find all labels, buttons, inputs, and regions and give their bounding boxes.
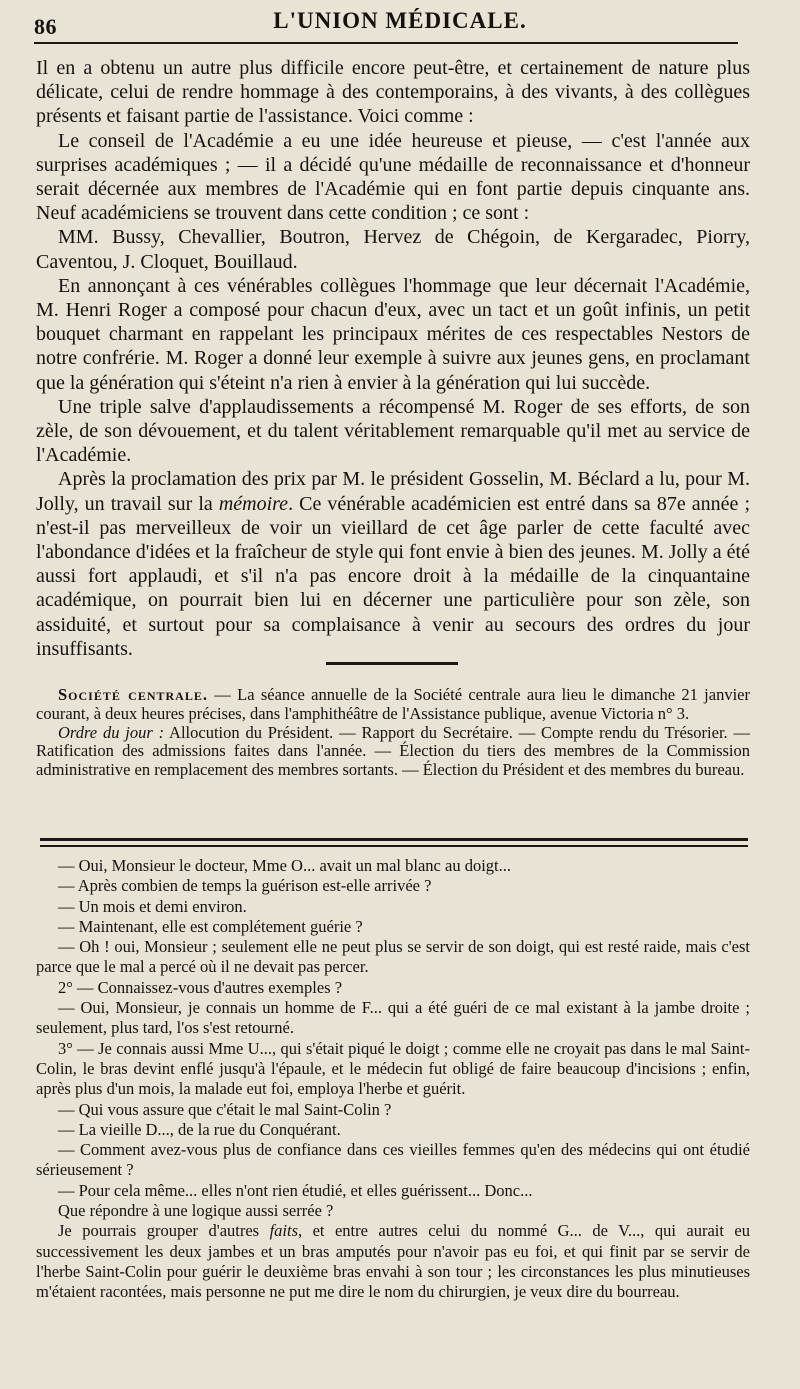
page-number: 86 — [34, 14, 57, 39]
paragraph: Le conseil de l'Académie a eu une idée heureuse et pieuse, — c'est l'année aux surprises académiques ; — il a décidé qu'une médaille de reconnaissance et d'honneur serait décernée aux membres de l'Académie qui en font partie depuis cinquante ans. Neuf académiciens se trouvent dans cette condition ; ce sont : — [36, 129, 750, 225]
page-header — [0, 0, 800, 46]
text-run: . Ce vénérable académicien est entré dans sa 87e année ; n'est-il pas merveilleux de voir un vieillard de cet âge parler de cette faculté avec l'abondance d'idées et la fraîcheur de style qui font envie à bien des jeunes. M. Jolly a été aussi fort applaudi, et s'il n'a pas encore droit à la médaille de la cinquantaine académique, on pourrait bien lui en décerner une particulière pour son zèle, son assiduité, et surtout pour sa complaisance à venir au secours des ordres du jour insuffisants. — [36, 492, 750, 660]
agenda-text: Allocution du Président. — Rapport du Secrétaire. — Compte rendu du Trésorier. — Ratification des admissions faites dans l'année. — Élection du tiers des membres de la Commission administrative en remplacement des membres sortants. — Élection du Président et des membres du bureau. — [36, 722, 750, 780]
dialogue-line: — Après combien de temps la guérison est-elle arrivée ? — [58, 876, 432, 896]
feuilleton-section — [36, 856, 750, 1303]
paragraph: Une triple salve d'applaudissements a récompensé M. Roger de ses efforts, de son zèle, de son dévouement, et du talent véritablement remarquable qu'il met au service de l'Académie. — [36, 395, 750, 467]
notice-heading: Société centrale. — [58, 685, 208, 704]
dialogue-line: — Oh ! oui, Monsieur ; seulement elle ne peut plus se servir de son doigt, qui est resté raide, mais c'est parce que le mal a percé où il ne devait pas percer. — [36, 937, 750, 977]
paragraph-jolly — [36, 467, 750, 661]
running-title: L'UNION MÉDICALE. — [273, 8, 527, 33]
societe-centrale-notice — [36, 686, 750, 780]
closing-paragraph — [36, 1221, 750, 1302]
notice-text: — La séance annuelle de la Société centrale aura lieu le dimanche 21 janvier courant, à deux heures précises, dans l'amphithéâtre de l'Assistance publique, avenue Victoria n° 3. — [36, 685, 750, 723]
dialogue-line: — Qui vous assure que c'était le mal Saint-Colin ? — [58, 1099, 392, 1119]
dialogue-line: — Oui, Monsieur, je connais un homme de F... qui a été guéri de ce mal existant à la jambe droite ; seulement, plus tard, l'os s'est retourné. — [36, 998, 750, 1038]
paragraph: Il en a obtenu un autre plus difficile encore peut-être, et certainement de nature plus délicate, celui de rendre hommage à des contemporains, à des vivants, à des collègues présents et faisant partie de l'assistance. Voici comme : — [36, 57, 750, 128]
dialogue-line: — Comment avez-vous plus de confiance dans ces vieilles femmes qu'en des médecins qui ont étudié sérieusement ? — [36, 1140, 750, 1180]
paragraph: En annonçant à ces vénérables collègues l'hommage que leur décernait l'Académie, M. Henri Roger a composé pour chacun d'eux, avec un tact et un goût infinis, un petit bouquet charmant en rappelant les principaux mérites de ces respectables Nestors de notre confrérie. M. Roger a donné leur exemple à suivre aux jeunes gens, en proclamant que la génération qui s'éteint n'a rien à envier à la génération qui lui succède. — [36, 274, 750, 394]
dialogue-line: — Maintenant, elle est complétement guérie ? — [58, 916, 363, 936]
dialogue-line: 3° — Je connais aussi Mme U..., qui s'était piqué le doigt ; comme elle ne croyait pas dans le mal Saint-Colin, le bras devint enflé jusqu'à l'épaule, et le médecin fut obligé de faire beaucoup d'incisions ; enfin, après plus d'un mois, la malade eut foi, employa l'herbe et guérit. — [36, 1038, 750, 1099]
feuilleton-rule-top — [40, 838, 748, 841]
italic-term: faits — [269, 1221, 298, 1241]
paragraph: MM. Bussy, Chevallier, Boutron, Hervez de Chégoin, de Kergaradec, Piorry, Caventou, J. Cloquet, Bouillaud. — [36, 226, 750, 273]
agenda-paragraph — [36, 724, 750, 780]
section-divider — [326, 662, 458, 665]
dialogue-line: — Pour cela même... elles n'ont rien étudié, et elles guérissent... Donc... — [58, 1180, 533, 1200]
text-run: , et entre autres celui du nommé G... de V..., qui aurait eu successivement les deux jambes et un bras amputés pour n'avoir pas eu foi, et qui finit par se servir de l'herbe Saint-Colin pour guérir le deuxième bras envahi à son tour ; les circonstances les plus minutieuses m'étaient racontées, mais personne ne put me dire le nom du chirurgien, je veux dire du bourreau. — [36, 1221, 750, 1302]
dialogue-line: Que répondre à une logique aussi serrée ? — [58, 1201, 334, 1221]
dialogue-line: — Oui, Monsieur le docteur, Mme O... avait un mal blanc au doigt... — [58, 856, 511, 875]
feuilleton-rule-bottom — [40, 845, 748, 847]
dialogue-line: — La vieille D..., de la rue du Conquérant. — [58, 1119, 341, 1139]
main-article — [36, 56, 750, 661]
text-run: Après la proclamation des prix par M. le président Gosselin, M. Béclard a lu, pour M. Jolly, un travail sur la — [36, 468, 750, 515]
notice-paragraph — [36, 686, 750, 724]
text-run: Je pourrais grouper d'autres — [58, 1221, 270, 1241]
dialogue-line: — Un mois et demi environ. — [58, 896, 247, 916]
agenda-label: Ordre du jour : — [58, 722, 165, 742]
header-rule — [34, 42, 738, 44]
italic-term: mémoire — [218, 492, 289, 515]
dialogue-line: 2° — Connaissez-vous d'autres exemples ? — [58, 977, 343, 997]
